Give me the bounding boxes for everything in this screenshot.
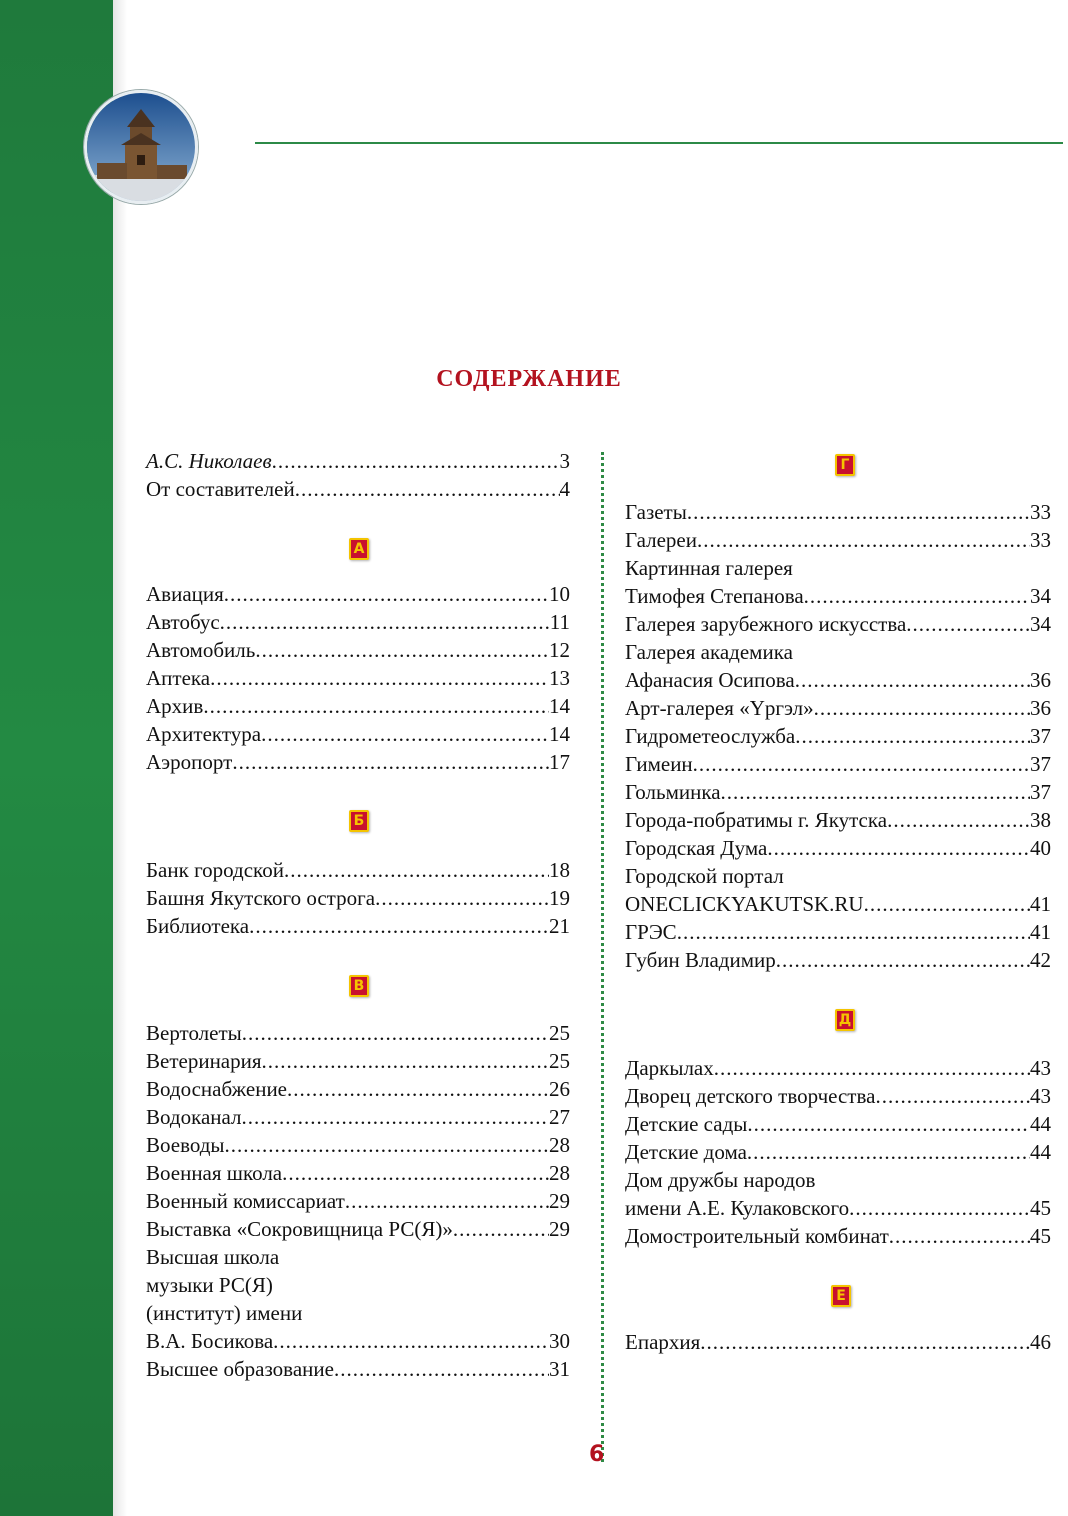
entry-name: Военная школа <box>146 1161 283 1185</box>
entry-page: 37 <box>1030 752 1051 776</box>
toc-entry[interactable] <box>146 913 570 939</box>
section-letter-e: Е <box>831 1285 851 1307</box>
entry-name: Автомобиль <box>146 638 256 662</box>
leader-dots <box>282 1160 549 1186</box>
entry-page: 4 <box>559 477 570 501</box>
leader-dots <box>849 1195 1030 1221</box>
entry-name: Воеводы <box>146 1133 225 1157</box>
entry-page: 17 <box>549 750 570 774</box>
toc-entry[interactable] <box>146 1188 570 1214</box>
leader-dots <box>693 751 1030 777</box>
toc-entry[interactable] <box>625 695 1051 721</box>
toc-entry[interactable] <box>146 476 570 502</box>
leader-dots <box>804 583 1030 609</box>
entry-page: 44 <box>1030 1140 1051 1164</box>
entry-name: Высшее образование <box>146 1357 334 1381</box>
toc-entry[interactable] <box>146 885 570 911</box>
entry-name: А.С. Николаев <box>146 449 272 473</box>
entry-page: 28 <box>549 1133 570 1157</box>
entry-name: Епархия <box>625 1330 701 1354</box>
entry-page: 43 <box>1030 1084 1051 1108</box>
entry-page: 29 <box>549 1189 570 1213</box>
entry-name: Библиотека <box>146 914 250 938</box>
toc-entry[interactable] <box>625 1083 1051 1109</box>
leader-dots <box>261 721 549 747</box>
entry-page: 13 <box>549 666 570 690</box>
leader-dots <box>687 499 1030 525</box>
entry-name-line: (институт) имени <box>146 1301 303 1325</box>
entry-name: Ветеринария <box>146 1049 262 1073</box>
entry-name: Афанасия Осипова <box>625 668 795 692</box>
entry-name: Гимеин <box>625 752 693 776</box>
toc-entry[interactable] <box>146 609 570 635</box>
entry-name: Гидрометеослужба <box>625 724 796 748</box>
entry-page: 37 <box>1030 724 1051 748</box>
entry-page: 41 <box>1030 892 1051 916</box>
toc-entry[interactable] <box>146 749 570 775</box>
entry-page: 10 <box>549 582 570 606</box>
entry-name-line: музыки РС(Я) <box>146 1273 273 1297</box>
entry-name-line: Картинная галерея <box>625 556 793 580</box>
entry-name: Городская Дума <box>625 836 768 860</box>
leader-dots <box>887 807 1030 833</box>
toc-entry[interactable] <box>625 751 1051 777</box>
entry-name: Даркылах <box>625 1056 714 1080</box>
entry-page: 44 <box>1030 1112 1051 1136</box>
toc-entry[interactable] <box>625 1111 1051 1137</box>
column-divider <box>601 452 604 1462</box>
entry-name: Водоснабжение <box>146 1077 288 1101</box>
entry-name: Города-побратимы г. Якутска <box>625 808 888 832</box>
toc-entry[interactable] <box>625 891 1051 917</box>
toc-entry[interactable] <box>146 448 570 474</box>
entry-page: 41 <box>1030 920 1051 944</box>
leader-dots <box>203 693 549 719</box>
entry-name: От составителей <box>146 477 295 501</box>
entry-page: 11 <box>549 610 570 634</box>
toc-entry[interactable] <box>625 1139 1051 1165</box>
leader-dots <box>272 448 560 474</box>
entry-page: 19 <box>549 886 570 910</box>
entry-page: 45 <box>1030 1224 1051 1248</box>
entry-page: 46 <box>1030 1330 1051 1354</box>
entry-name: Архитектура <box>146 722 262 746</box>
leader-dots <box>210 665 549 691</box>
leader-dots <box>714 1055 1030 1081</box>
leader-dots <box>225 1132 549 1158</box>
entry-name: Вертолеты <box>146 1021 242 1045</box>
entry-page: 34 <box>1030 584 1051 608</box>
entry-name: Архив <box>146 694 204 718</box>
toc-entry[interactable] <box>146 1132 570 1158</box>
leader-dots <box>375 885 549 911</box>
entry-name: Аэропорт <box>146 750 233 774</box>
entry-page: 26 <box>549 1077 570 1101</box>
toc-entry[interactable] <box>146 857 570 883</box>
entry-name-line: Галерея академика <box>625 640 793 664</box>
entry-page: 37 <box>1030 780 1051 804</box>
entry-name: Авиация <box>146 582 224 606</box>
entry-name: Дворец детского творчества <box>625 1084 876 1108</box>
entry-name: Детские дома <box>625 1140 747 1164</box>
leader-dots <box>242 1020 549 1046</box>
toc-entry[interactable] <box>146 721 570 747</box>
leader-dots <box>747 1139 1030 1165</box>
toc-entry[interactable] <box>625 919 1051 945</box>
entry-page: 33 <box>1030 528 1051 552</box>
section-letter-b: Б <box>349 810 369 832</box>
entry-page: 27 <box>549 1105 570 1129</box>
entry-page: 25 <box>549 1021 570 1045</box>
leader-dots <box>295 476 560 502</box>
leader-dots <box>864 891 1030 917</box>
toc-entry[interactable] <box>146 581 570 607</box>
entry-name: Военный комиссариат <box>146 1189 345 1213</box>
leader-dots <box>875 1083 1030 1109</box>
section-letter-a: А <box>349 538 369 560</box>
entry-name: ГРЭС <box>625 920 677 944</box>
leader-dots <box>255 637 549 663</box>
toc-entry[interactable] <box>146 1356 570 1382</box>
leader-dots <box>453 1216 549 1242</box>
entry-page: 38 <box>1030 808 1051 832</box>
entry-page: 25 <box>549 1049 570 1073</box>
header-rule <box>255 142 1063 144</box>
toc-entry[interactable] <box>146 1160 570 1186</box>
toc-entry[interactable] <box>146 637 570 663</box>
entry-page: 33 <box>1030 500 1051 524</box>
entry-page: 29 <box>549 1217 570 1241</box>
toc-entry[interactable] <box>146 1328 570 1354</box>
toc-entry[interactable] <box>625 527 1051 553</box>
toc-entry[interactable] <box>146 1076 570 1102</box>
page-number: 6 <box>589 1442 605 1467</box>
leader-dots <box>262 1048 549 1074</box>
entry-page: 14 <box>549 694 570 718</box>
toc-entry[interactable] <box>146 1020 570 1046</box>
entry-page: 14 <box>549 722 570 746</box>
toc-entry[interactable] <box>146 665 570 691</box>
entry-page: 40 <box>1030 836 1051 860</box>
leader-dots <box>273 1328 549 1354</box>
entry-name: Банк городской <box>146 858 284 882</box>
green-side-bar <box>0 0 113 1516</box>
toc-entry[interactable] <box>625 1223 1051 1249</box>
leader-dots <box>345 1188 549 1214</box>
leader-dots <box>906 611 1030 637</box>
entry-page: 31 <box>549 1357 570 1381</box>
entry-name: Детские сады <box>625 1112 748 1136</box>
leader-dots <box>889 1223 1030 1249</box>
leader-dots <box>795 723 1030 749</box>
toc-entry[interactable] <box>625 835 1051 861</box>
toc-entry[interactable] <box>625 583 1051 609</box>
entry-page: 30 <box>549 1329 570 1353</box>
entry-page: 42 <box>1030 948 1051 972</box>
page-title: СОДЕРЖАНИЕ <box>436 366 622 392</box>
entry-name: Арт-галерея «Үргэл» <box>625 696 814 720</box>
toc-entry[interactable] <box>146 693 570 719</box>
section-letter-g: Г <box>835 454 855 476</box>
leader-dots <box>287 1076 549 1102</box>
entry-name: Гольминка <box>625 780 721 804</box>
entry-name: Выставка «Сокровищница РС(Я)» <box>146 1217 453 1241</box>
entry-name: Галерея зарубежного искусства <box>625 612 907 636</box>
entry-name-line: Дом дружбы народов <box>625 1168 816 1192</box>
leader-dots <box>700 1329 1030 1355</box>
leader-dots <box>242 1104 549 1130</box>
entry-page: 45 <box>1030 1196 1051 1220</box>
entry-page: 3 <box>559 449 570 473</box>
entry-page: 43 <box>1030 1056 1051 1080</box>
leader-dots <box>814 695 1030 721</box>
entry-name: Башня Якутского острога <box>146 886 376 910</box>
leader-dots <box>677 919 1030 945</box>
toc-entry[interactable] <box>625 1329 1051 1355</box>
toc-entry[interactable] <box>625 779 1051 805</box>
entry-name: Аптека <box>146 666 211 690</box>
entry-name: имени А.Е. Кулаковского <box>625 1196 850 1220</box>
leader-dots <box>776 947 1030 973</box>
toc-entry[interactable] <box>625 667 1051 693</box>
leader-dots <box>334 1356 549 1382</box>
entry-name: Автобус <box>146 610 220 634</box>
leader-dots <box>284 857 549 883</box>
fortress-tower-medallion <box>84 90 198 204</box>
toc-entry[interactable] <box>625 723 1051 749</box>
toc-entry[interactable] <box>625 807 1051 833</box>
entry-page: 21 <box>549 914 570 938</box>
entry-name-line: Городской портал <box>625 864 784 888</box>
toc-entry[interactable] <box>146 1104 570 1130</box>
toc-entry[interactable] <box>625 611 1051 637</box>
entry-name: Губин Владимир <box>625 948 776 972</box>
toc-entry[interactable] <box>625 947 1051 973</box>
toc-entry[interactable] <box>146 1048 570 1074</box>
entry-name: Водоканал <box>146 1105 242 1129</box>
leader-dots <box>747 1111 1030 1137</box>
toc-entry[interactable] <box>625 1195 1051 1221</box>
entry-name: В.А. Босикова <box>146 1329 274 1353</box>
entry-name-line: Высшая школа <box>146 1245 280 1269</box>
entry-name: Газеты <box>625 500 687 524</box>
entry-page: 28 <box>549 1161 570 1185</box>
entry-page: 36 <box>1030 668 1051 692</box>
section-letter-v: В <box>349 975 369 997</box>
entry-page: 18 <box>549 858 570 882</box>
entry-name: ONECLICKYAKUTSK.RU <box>625 892 864 916</box>
leader-dots <box>795 667 1030 693</box>
leader-dots <box>249 913 549 939</box>
toc-entry[interactable] <box>625 1055 1051 1081</box>
page-edge-shadow <box>113 0 127 1516</box>
leader-dots <box>767 835 1030 861</box>
toc-entry[interactable] <box>625 499 1051 525</box>
entry-page: 34 <box>1030 612 1051 636</box>
entry-name: Домостроительный комбинат <box>625 1224 889 1248</box>
leader-dots <box>220 609 550 635</box>
leader-dots <box>232 749 549 775</box>
leader-dots <box>697 527 1030 553</box>
section-letter-d: Д <box>835 1009 855 1031</box>
entry-page: 12 <box>549 638 570 662</box>
leader-dots <box>224 581 549 607</box>
leader-dots <box>721 779 1030 805</box>
entry-name: Тимофея Степанова <box>625 584 804 608</box>
entry-page: 36 <box>1030 696 1051 720</box>
entry-name: Галереи <box>625 528 697 552</box>
toc-entry[interactable] <box>146 1216 570 1242</box>
